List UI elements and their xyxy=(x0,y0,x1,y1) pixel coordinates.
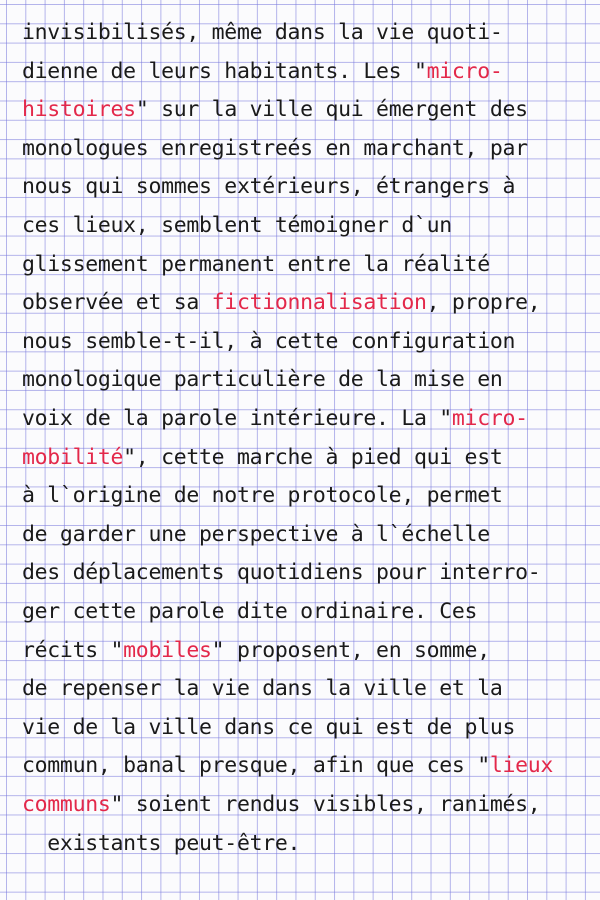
red-ink-text: histoires xyxy=(22,97,136,123)
typed-text: commun, banal presque, afin que ces " xyxy=(22,753,490,779)
text-line xyxy=(22,637,490,663)
text-line xyxy=(22,678,502,700)
typed-text: " sur la ville qui émergent des xyxy=(135,97,528,123)
typed-text: récits " xyxy=(22,637,124,663)
typed-text: ces lieux, semblent témoigner d`un xyxy=(22,213,452,238)
red-ink-text: micro- xyxy=(426,58,503,84)
text-line xyxy=(22,22,502,44)
typed-text: invisibilisés, même dans la vie quoti- xyxy=(22,20,503,45)
text-line xyxy=(22,755,553,777)
typed-text: à l`origine de notre protocole, permet xyxy=(22,483,503,509)
typed-text: ", cette marche à pied qui est xyxy=(123,444,503,470)
text-line xyxy=(22,485,502,507)
typed-text: dienne de leurs habitants. Les " xyxy=(22,58,427,84)
typed-text: vie de la ville dans ce qui est de plus xyxy=(22,714,516,740)
typed-text: " soient rendus visibles, ranimés, xyxy=(110,792,541,817)
typed-text: monologues enregistreés en marchant, par xyxy=(22,135,528,161)
text-line xyxy=(22,135,528,161)
red-ink-text: mobiles xyxy=(123,637,212,663)
red-ink-text: lieux xyxy=(489,753,554,779)
text-line xyxy=(22,215,452,237)
typed-text: , propre, xyxy=(426,290,541,316)
text-line xyxy=(22,176,515,198)
typed-text: voix de la parole intérieure. La " xyxy=(22,406,452,431)
typed-text: des déplacements quotidiens pour interro- xyxy=(22,560,541,586)
text-line xyxy=(22,562,540,584)
text-line xyxy=(22,444,503,470)
typed-text: nous semble-t-il, à cette configuration xyxy=(22,328,516,354)
typed-text: monologique particulière de la mise en xyxy=(22,367,503,393)
typed-text: glissement permanent entre la réalité xyxy=(22,251,490,277)
red-ink-text: micro- xyxy=(451,406,528,431)
red-ink-text: communs xyxy=(22,792,111,817)
typed-text: existants peut-être. xyxy=(22,830,301,856)
text-line xyxy=(22,58,503,84)
typed-text: nous qui sommes extérieurs, étrangers à xyxy=(22,174,516,200)
text-line xyxy=(22,714,516,740)
text-line xyxy=(22,251,490,277)
text-line xyxy=(22,408,528,430)
typed-text: ger cette parole dite ordinaire. Ces xyxy=(22,599,478,624)
text-line xyxy=(22,794,540,816)
typed-text: " proposent, en somme, xyxy=(211,637,490,663)
text-line xyxy=(22,328,516,354)
text-line xyxy=(22,521,490,547)
text-line xyxy=(22,601,477,623)
typed-text: observée et sa xyxy=(22,290,212,316)
text-line xyxy=(22,99,528,121)
text-line xyxy=(22,830,301,856)
text-line xyxy=(22,369,502,391)
typed-text: de garder une perspective à l`échelle xyxy=(22,521,490,547)
text-line xyxy=(22,292,540,314)
red-ink-text: mobilité xyxy=(22,444,124,470)
typed-text: de repenser la vie dans la ville et la xyxy=(22,676,503,702)
red-ink-text: fictionnalisation xyxy=(211,290,427,316)
